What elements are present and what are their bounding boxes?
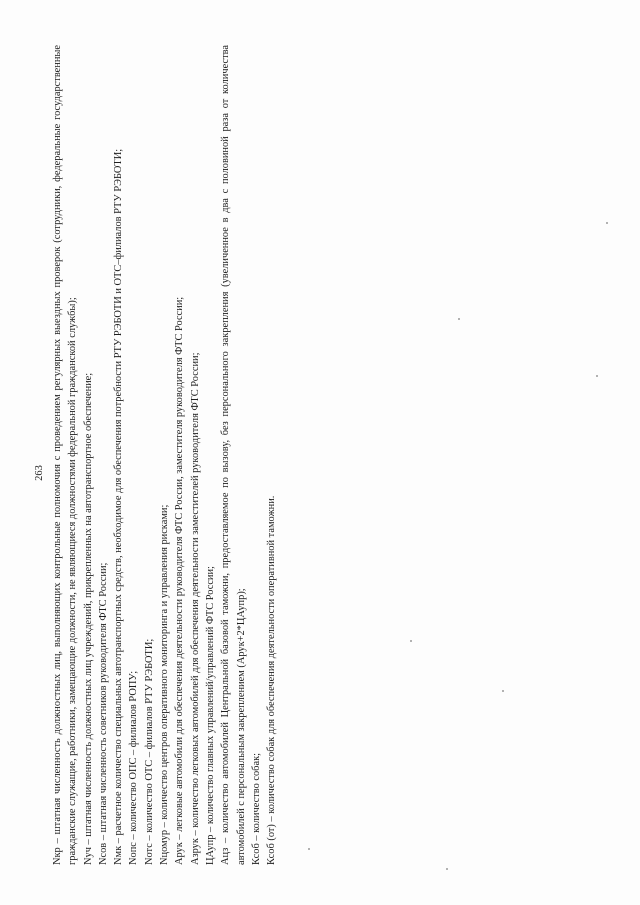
scan-speck <box>502 690 504 692</box>
rotated-content <box>34 45 310 865</box>
definition-aruk: Арук – легковые автомобили для обеспечения деятельности руководителя ФТС России, заместителя руководителя ФТС России; <box>174 296 186 865</box>
page-number: 263 <box>34 465 45 481</box>
definition-ntsomur: Nцомур – количество центров оперативного мониторинга и управления рисками; <box>159 504 171 865</box>
scan-speck <box>446 868 448 870</box>
definition-nkr: Nкр – штатная численность должностных лиц, выполняющих контрольные полномочия с проведением регулярных выездных проверок (сотрудники, федеральные государственные гражданские служащие, работники, замещающие должности, не являющиеся должностями федеральной гражданской службы); <box>52 45 79 865</box>
definition-ksob-ot: Ксоб (от) – количество собак для обеспечения деятельности оперативной таможни. <box>266 495 278 865</box>
definition-atsz: Ацз – количество автомобилей Центральной базовой таможни, предоставляемое по вызову, без персонального закрепления (увеличенное в два с половиной раза от количества автомобилей с персональным закреплением (Арук+2*ЦАупр); <box>220 45 247 865</box>
scan-speck <box>606 222 608 224</box>
definition-azruk: Азрук – количество легковых автомобилей для обеспечения деятельности заместителей руководителя ФТС России; <box>189 352 201 865</box>
definition-nsov: Nсов – штатная численность советников руководителя ФТС России; <box>97 562 109 865</box>
definition-nmk: Nмк – расчетное количество специальных автотранспортных средств, необходимое для обеспечения потребности РТУ РЭБОТИ и ОТС–филиалов РТУ РЭБОТИ; <box>113 148 125 865</box>
definition-nuch: Nуч – штатная численность должностных лиц учреждений, прикрепленных на автотранспортное обеспечение; <box>82 372 94 865</box>
scan-speck <box>410 640 412 642</box>
scan-speck <box>308 848 310 850</box>
definition-ksob: Ксоб – количество собак; <box>250 753 262 865</box>
definitions-list <box>50 45 279 865</box>
definition-nots: Nотс – количество ОТС – филиалов РТУ РЭБОТИ; <box>143 638 155 865</box>
definition-tsaupr: ЦАупр – количество главных управлений/управлений ФТС России; <box>204 566 216 865</box>
definition-nops: Nопс – количество ОПС – филиалов РОПУ; <box>128 670 140 865</box>
scan-speck <box>596 375 598 377</box>
scan-speck <box>458 318 460 320</box>
